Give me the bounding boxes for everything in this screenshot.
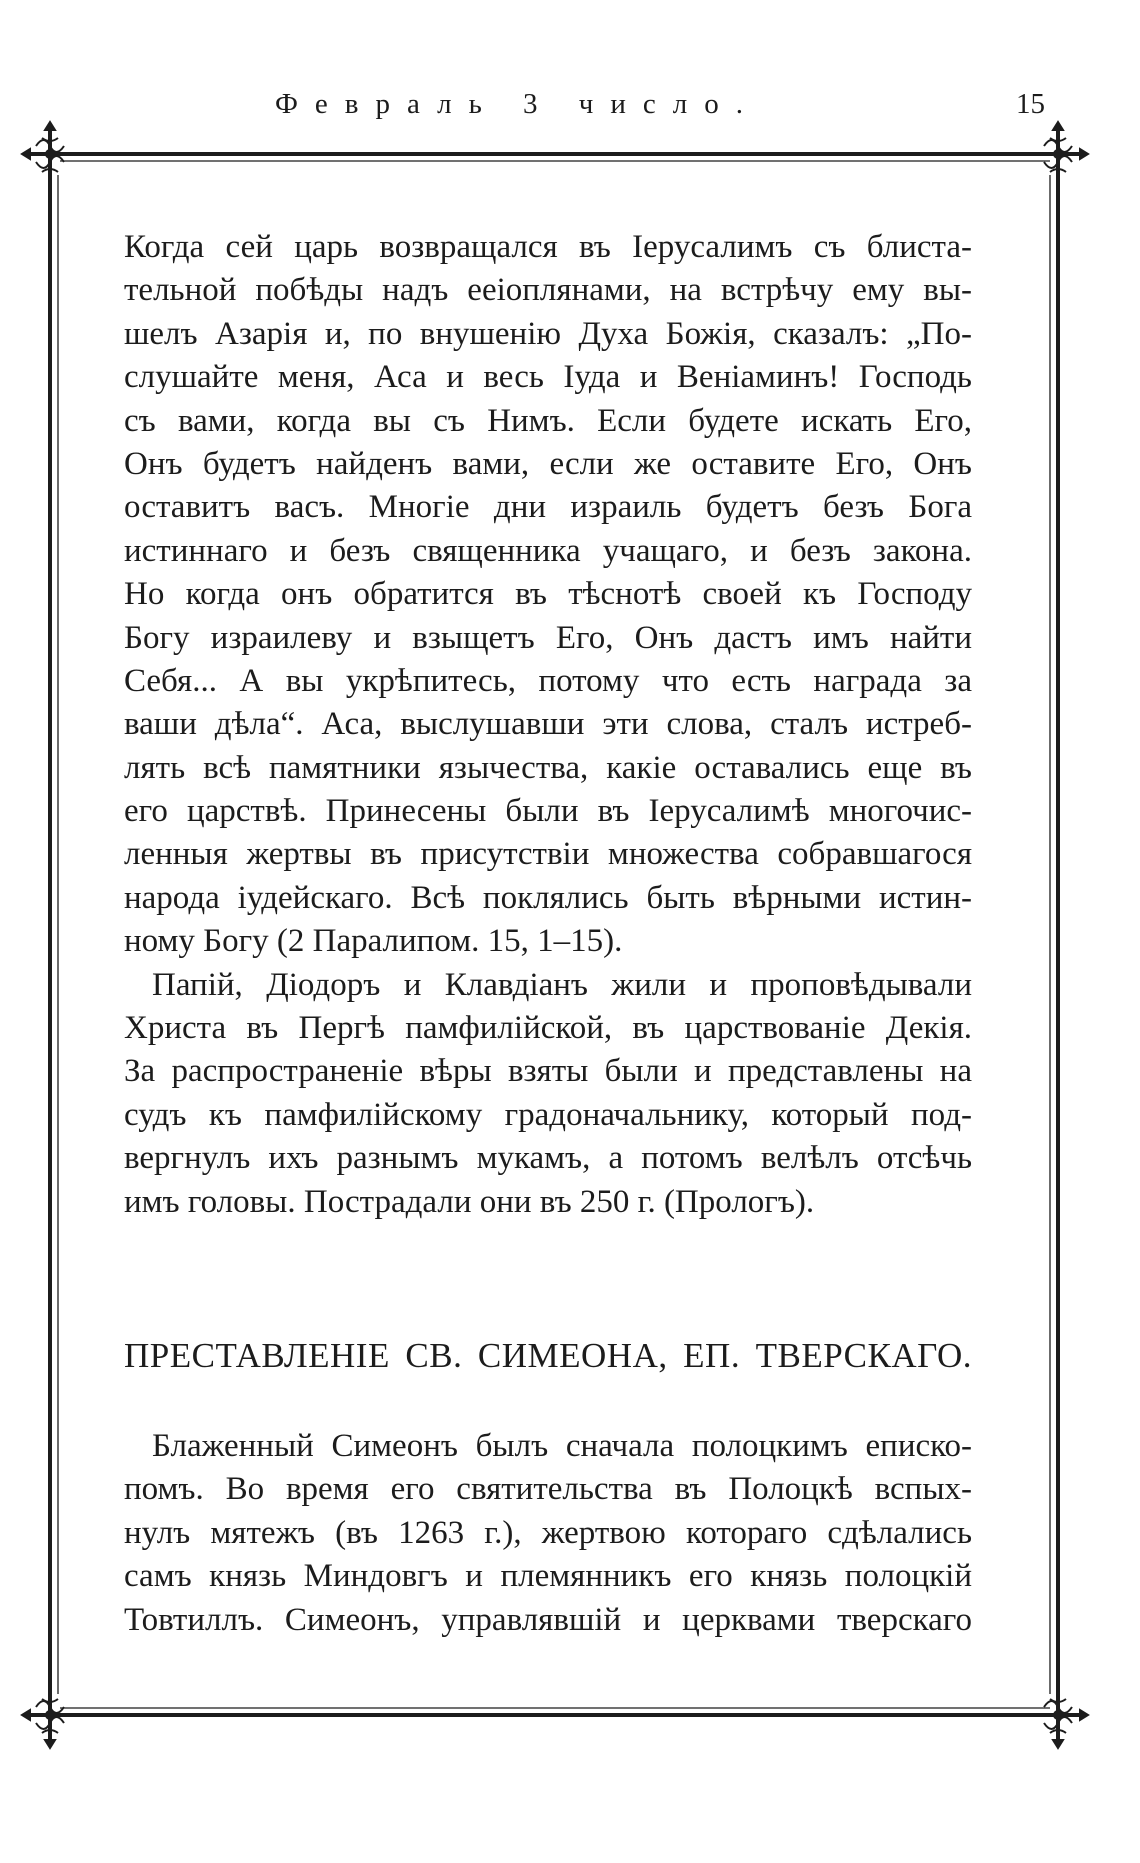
text-line: лять всѣ памятники язычества, какіе оставались еще въ xyxy=(124,749,972,786)
paragraph-asa xyxy=(124,226,972,964)
corner-ornament-top-right xyxy=(1044,122,1088,172)
text-line: Когда сей царь возвращался въ Іерусалимъ съ блиста- xyxy=(124,229,972,265)
text-line: нулъ мятежъ (въ 1263 г.), жертвою котораго сдѣлались xyxy=(124,1514,972,1551)
paragraph-martyrs xyxy=(124,964,972,1224)
page-number: 15 xyxy=(1016,88,1045,120)
corner-ornament-top-left xyxy=(22,122,64,172)
text-line: самъ князь Миндовгъ и племянникъ его князь полоцкій xyxy=(124,1558,972,1595)
corner-ornament-bottom-left xyxy=(22,1699,64,1748)
text-line: Блаженный Симеонъ былъ сначала полоцкимъ еписко- xyxy=(152,1428,972,1464)
text-line: Христа въ Пергѣ памфилійской, въ царствованіе Декія. xyxy=(124,1010,972,1047)
text-line: ваши дѣла“. Аса, выслушавши эти слова, сталъ истреб- xyxy=(124,706,972,743)
text-line: Себя... А вы укрѣпитесь, потому что есть награда за xyxy=(124,662,972,699)
text-line: оставитъ васъ. Многіе дни израиль будетъ безъ Бога xyxy=(124,489,972,526)
text-line: Папій, Діодоръ и Клавдіанъ жили и проповѣдывали xyxy=(152,966,972,1003)
corner-ornament-bottom-right xyxy=(1044,1699,1088,1748)
body-text xyxy=(124,226,972,1224)
text-line: ленныя жертвы въ присутствіи множества собравшагося xyxy=(124,836,972,873)
text-line: тельной побѣды надъ ееіоплянами, на встрѣчу ему вы- xyxy=(124,272,972,309)
paragraph-simeon xyxy=(124,1425,972,1642)
text-line: вергнулъ ихъ разнымъ мукамъ, а потомъ велѣлъ отсѣчь xyxy=(124,1140,972,1177)
text-line: съ вами, когда вы съ Нимъ. Если будете искать Его, xyxy=(124,402,972,439)
text-line: его царствѣ. Принесены были въ Іерусалимѣ многочис- xyxy=(124,793,972,830)
text-line: помъ. Во время его святительства въ Полоцкѣ вспых- xyxy=(124,1471,972,1508)
text-line: За распространеніе вѣры взяты были и представлены на xyxy=(124,1053,972,1090)
text-line: имъ головы. Пострадали они въ 250 г. (Прологъ). xyxy=(124,1183,815,1220)
text-line: шелъ Азарія и, по внушенію Духа Божія, сказалъ: „По- xyxy=(124,315,972,352)
text-line: Онъ будетъ найденъ вами, если же оставите Его, Онъ xyxy=(124,445,972,482)
text-line: истиннаго и безъ священника учащаго, и безъ закона. xyxy=(124,532,972,569)
text-line: слушайте меня, Аса и весь Іуда и Веніаминъ! Господь xyxy=(124,359,972,396)
text-line: Богу израилеву и взыщетъ Его, Онъ дастъ имъ найти xyxy=(124,619,972,656)
text-line: судъ къ памфилійскому градоначальнику, который под- xyxy=(124,1096,972,1133)
text-line: ному Богу (2 Паралипом. 15, 1–15). xyxy=(124,923,623,960)
text-line: Но когда онъ обратится въ тѣснотѣ своей къ Господу xyxy=(124,576,972,613)
text-line: народа іудейскаго. Всѣ поклялись быть вѣрными истин- xyxy=(124,879,972,916)
text-line: Товтиллъ. Симеонъ, управлявшій и церквами тверскаго xyxy=(124,1601,972,1638)
running-head: Февраль 3 число. xyxy=(275,88,760,120)
section-title: ПРЕСТАВЛЕНІЕ СВ. СИМЕОНА, ЕП. ТВЕРСКАГО. xyxy=(124,1336,972,1375)
